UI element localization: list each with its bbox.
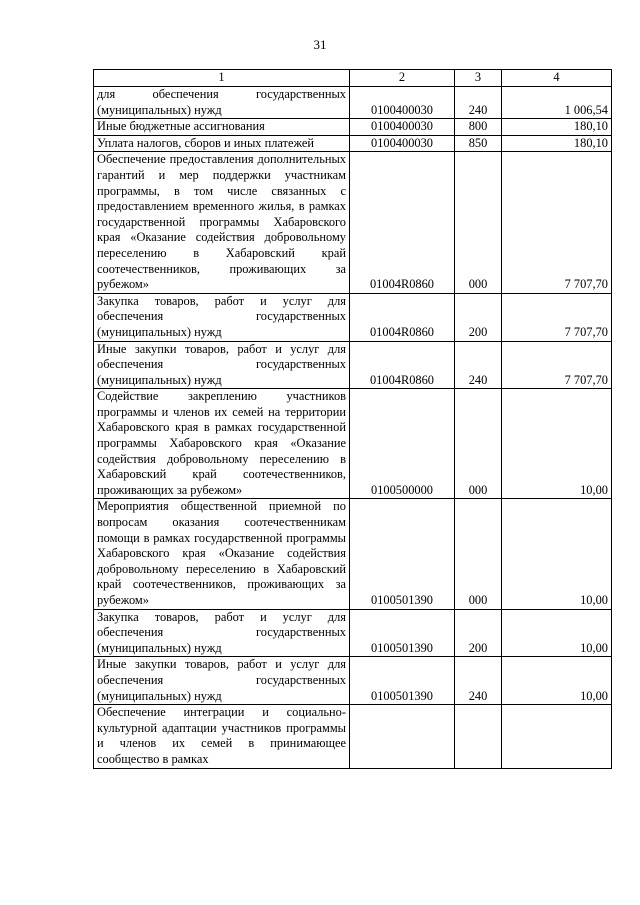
row-type: 240: [455, 341, 502, 389]
row-code: [350, 705, 455, 768]
row-amount: 10,00: [502, 609, 612, 657]
header-col-2: 2: [350, 70, 455, 87]
table-row: [94, 87, 612, 119]
row-name: Уплата налогов, сборов и иных платежей: [94, 135, 350, 152]
table-row: [94, 119, 612, 136]
table-row: [94, 341, 612, 389]
row-type: 000: [455, 152, 502, 293]
table-row: [94, 135, 612, 152]
row-code: 0100500000: [350, 389, 455, 499]
row-name: Содействие закреплению участников программы и членов их семей на территории Хабаровского края в рамках государственной программы Хабаровского края «Оказание содействия добровольному переселению в Хабаровский край соотечественников, проживающих за рубежом»: [94, 389, 350, 499]
row-name: Иные бюджетные ассигнования: [94, 119, 350, 136]
row-type: 200: [455, 609, 502, 657]
row-amount: 10,00: [502, 657, 612, 705]
table-row: [94, 293, 612, 341]
row-amount: 180,10: [502, 119, 612, 136]
header-col-4: 4: [502, 70, 612, 87]
row-name: Мероприятия общественной приемной по вопросам оказания соотечественникам помощи в рамках государственной программы Хабаровского края «Оказание содействия добровольному переселению в Хабаровский край соотечественников, проживающих за рубежом»: [94, 499, 350, 609]
row-amount: 10,00: [502, 389, 612, 499]
row-name: Иные закупки товаров, работ и услуг для обеспечения государственных (муниципальных) нужд: [94, 341, 350, 389]
header-col-3: 3: [455, 70, 502, 87]
table-row: [94, 705, 612, 768]
row-code: 01004R0860: [350, 341, 455, 389]
row-amount: [502, 705, 612, 768]
table-row: [94, 152, 612, 293]
page-number: 31: [313, 37, 327, 52]
row-type: 000: [455, 499, 502, 609]
row-code: 0100501390: [350, 609, 455, 657]
row-code: 01004R0860: [350, 152, 455, 293]
row-name: Обеспечение предоставления дополнительных гарантий и мер поддержки участникам программы, в том числе связанных с предоставлением временного жилья, в рамках государственной программы Хабаровского края «Оказание содействия добровольному переселению в Хабаровский край соотечественников, проживающих за рубежом»: [94, 152, 350, 293]
header-col-1: 1: [94, 70, 350, 87]
row-type: [455, 705, 502, 768]
row-type: 000: [455, 389, 502, 499]
table-row: [94, 657, 612, 705]
table-row: [94, 609, 612, 657]
row-code: 0100501390: [350, 657, 455, 705]
row-type: 200: [455, 293, 502, 341]
row-name: для обеспечения государственных (муниципальных) нужд: [94, 87, 350, 119]
row-type: 850: [455, 135, 502, 152]
row-name: Обеспечение интеграции и социально-культурной адаптации участников программы и членов их семей в принимающее сообщество в рамках: [94, 705, 350, 768]
budget-table: [93, 69, 612, 769]
row-amount: 7 707,70: [502, 341, 612, 389]
row-code: 01004R0860: [350, 293, 455, 341]
row-type: 800: [455, 119, 502, 136]
table-row: [94, 389, 612, 499]
row-name: Закупка товаров, работ и услуг для обеспечения государственных (муниципальных) нужд: [94, 293, 350, 341]
row-amount: 10,00: [502, 499, 612, 609]
row-amount: 1 006,54: [502, 87, 612, 119]
table-header-row: [94, 70, 612, 87]
row-code: 0100400030: [350, 119, 455, 136]
row-amount: 7 707,70: [502, 293, 612, 341]
row-code: 0100400030: [350, 87, 455, 119]
table-row: [94, 499, 612, 609]
row-name: Иные закупки товаров, работ и услуг для обеспечения государственных (муниципальных) нужд: [94, 657, 350, 705]
row-amount: 7 707,70: [502, 152, 612, 293]
row-amount: 180,10: [502, 135, 612, 152]
row-code: 0100501390: [350, 499, 455, 609]
row-code: 0100400030: [350, 135, 455, 152]
row-type: 240: [455, 657, 502, 705]
row-type: 240: [455, 87, 502, 119]
row-name: Закупка товаров, работ и услуг для обеспечения государственных (муниципальных) нужд: [94, 609, 350, 657]
